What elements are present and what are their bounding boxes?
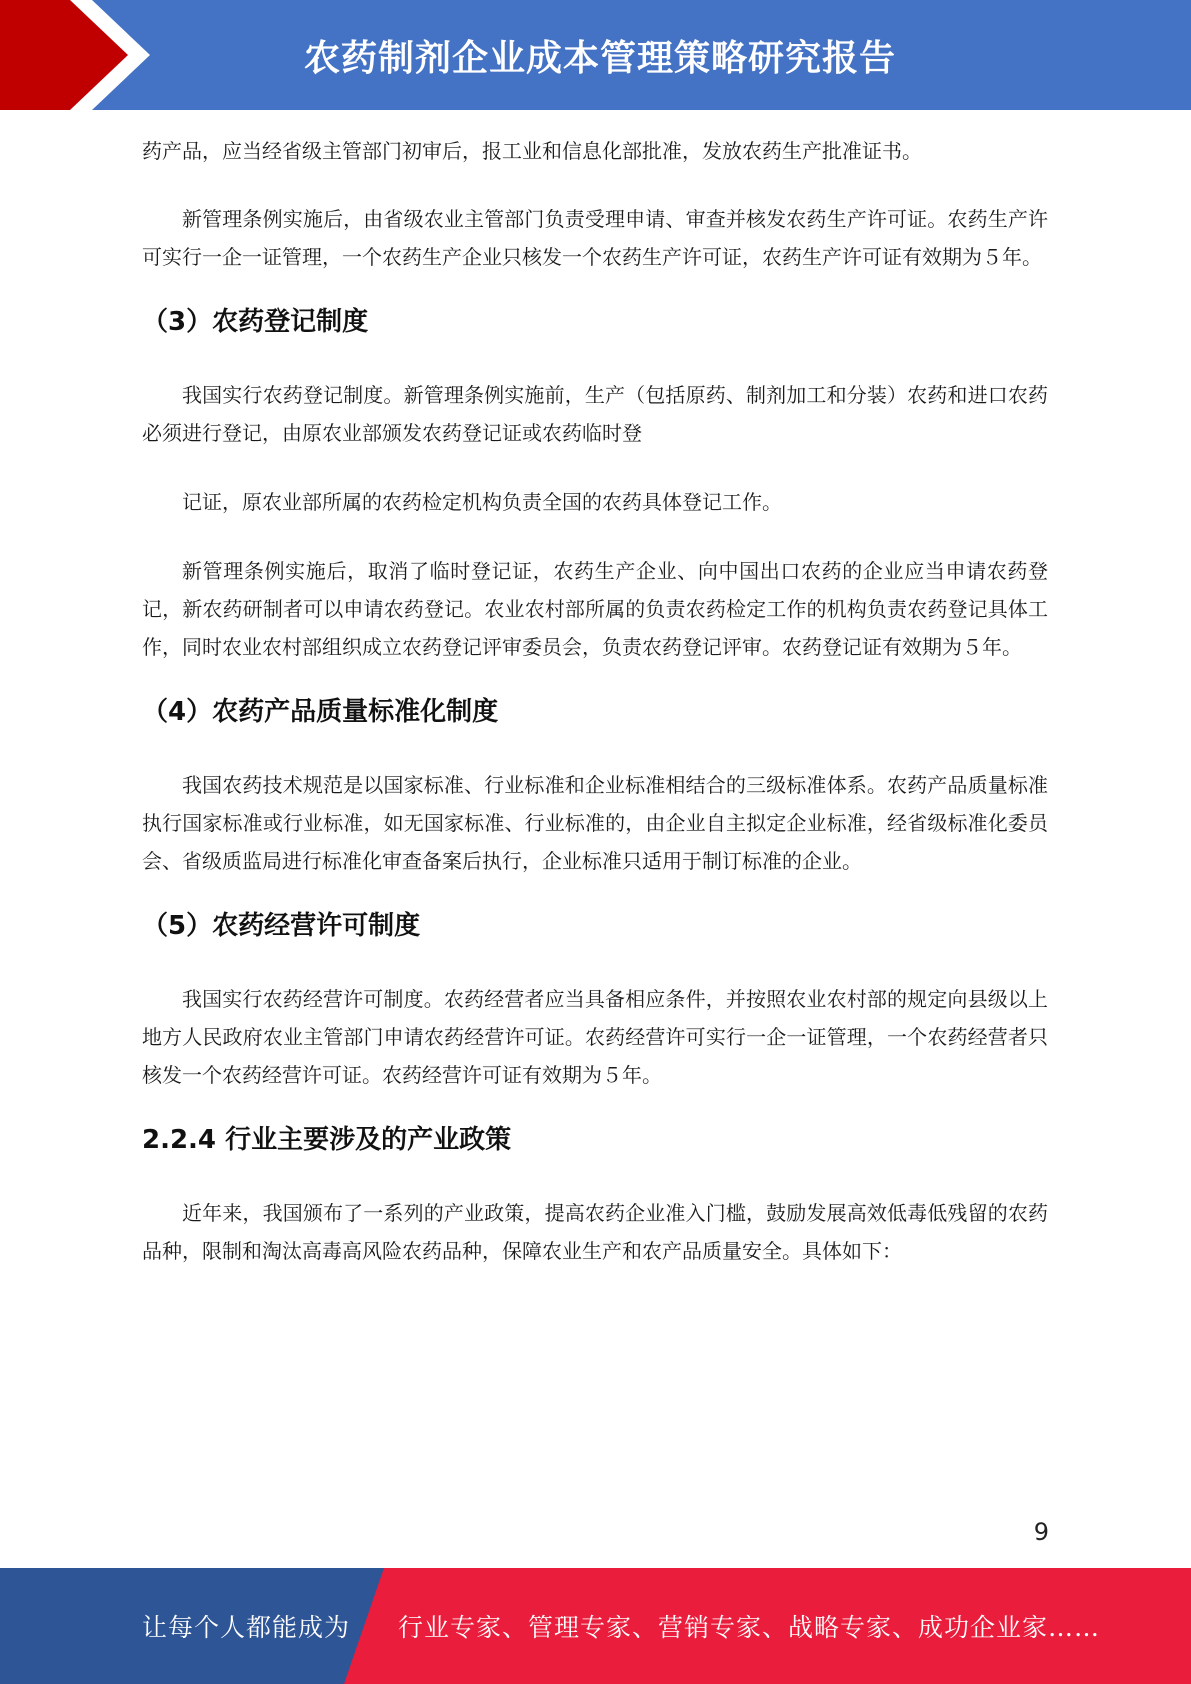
footer-slogan-right: 行业专家、管理专家、营销专家、战略专家、成功企业家……: [398, 1613, 1101, 1642]
section-heading-industrial-policy: 2.2.4 行业主要涉及的产业政策: [142, 1125, 512, 1155]
paragraph-operation-license: 我国实行农药经营许可制度。农药经营者应当具备相应条件，并按照农业农村部的规定向县级以上地方人民政府农业主管部门申请农药经营许可证。农药经营许可实行一企一证管理，一个农药经营者只核发一个农药经营许可证。农药经营许可证有效期为５年。: [142, 987, 1048, 1087]
paragraph-quality-standard: 我国农药技术规范是以国家标准、行业标准和企业标准相结合的三级标准体系。农药产品质量标准执行国家标准或行业标准，如无国家标准、行业标准的，由企业自主拟定企业标准，经省级标准化委员会、省级质监局进行标准化审查备案后执行，企业标准只适用于制订标准的企业。: [142, 773, 1048, 873]
page-number: 9: [1033, 1518, 1049, 1546]
paragraph-continuation: 药产品，应当经省级主管部门初审后，报工业和信息化部批准，发放农药生产批准证书。: [142, 139, 922, 163]
paragraph-registration-cont: 记证，原农业部所属的农药检定机构负责全国的农药具体登记工作。: [182, 490, 782, 514]
document-body: [142, 132, 1048, 1270]
page-header: [0, 0, 1191, 110]
paragraph-production-license: 新管理条例实施后，由省级农业主管部门负责受理申请、审查并核发农药生产许可证。农药生产许可实行一企一证管理，一个农药生产企业只核发一个农药生产许可证，农药生产许可证有效期为５年。: [142, 207, 1048, 269]
report-title: 农药制剂企业成本管理策略研究报告: [303, 37, 896, 79]
footer-slogan-left: 让每个人都能成为: [142, 1613, 351, 1642]
paragraph-industrial-policy: 近年来，我国颁布了一系列的产业政策，提高农药企业准入门槛，鼓励发展高效低毒低残留的农药品种，限制和淘汰高毒高风险农药品种，保障农业生产和农产品质量安全。具体如下：: [142, 1201, 1048, 1263]
page-footer: [0, 1568, 1191, 1684]
section-heading-operation-license: （5）农药经营许可制度: [142, 911, 421, 941]
paragraph-registration-before: 我国实行农药登记制度。新管理条例实施前，生产（包括原药、制剂加工和分装）农药和进口农药必须进行登记，由原农业部颁发农药登记证或农药临时登: [142, 383, 1048, 445]
section-heading-registration: （3）农药登记制度: [142, 307, 369, 337]
paragraph-registration-after: 新管理条例实施后，取消了临时登记证，农药生产企业、向中国出口农药的企业应当申请农药登记，新农药研制者可以申请农药登记。农业农村部所属的负责农药检定工作的机构负责农药登记具体工作，同时农业农村部组织成立农药登记评审委员会，负责农药登记评审。农药登记证有效期为５年。: [142, 559, 1048, 659]
section-heading-quality-standard: （4）农药产品质量标准化制度: [142, 697, 499, 727]
